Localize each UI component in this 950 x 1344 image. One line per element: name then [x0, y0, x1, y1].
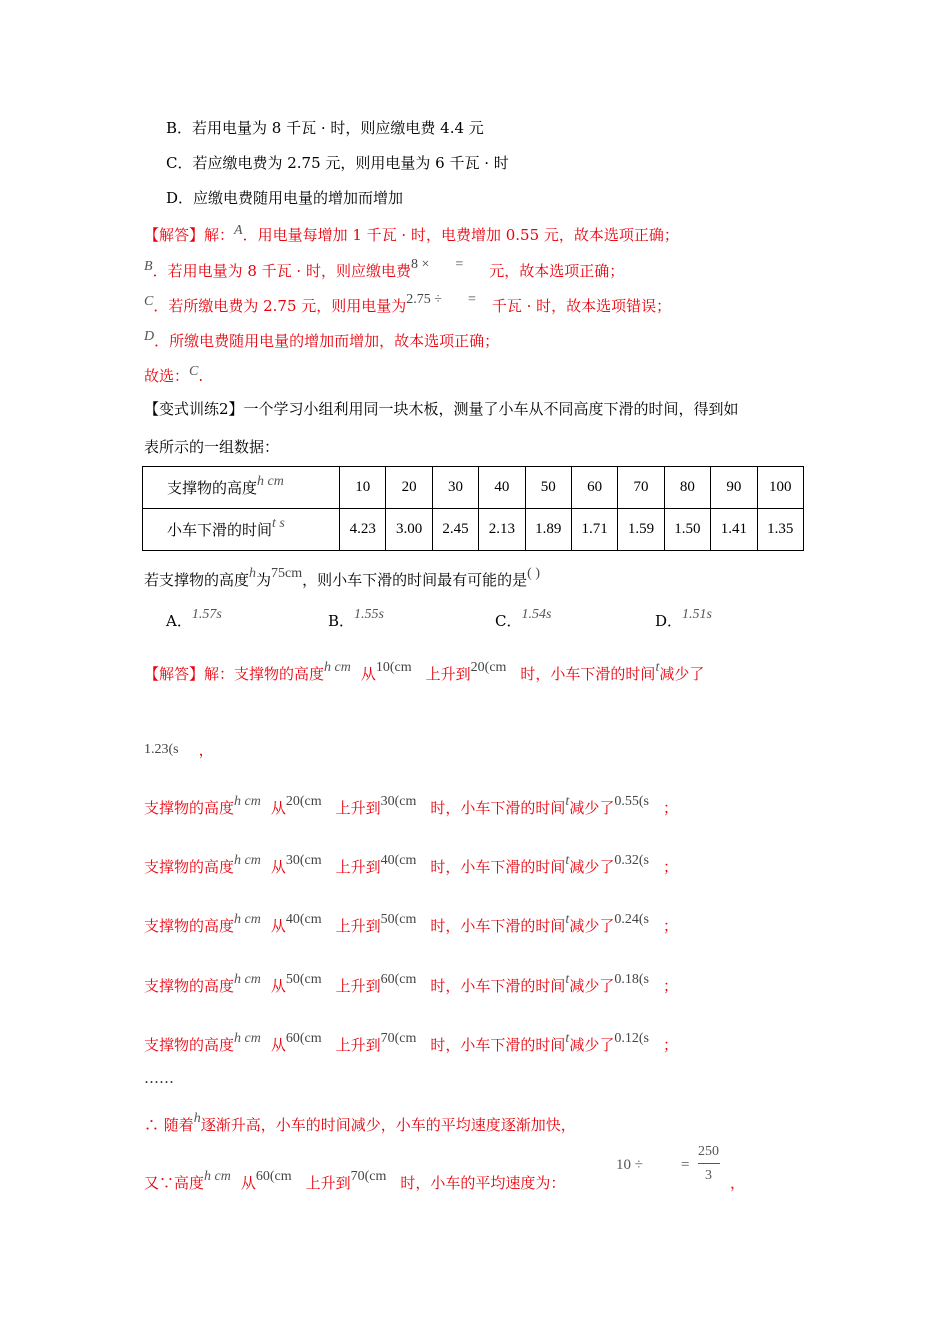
table-cell: 20: [386, 467, 432, 509]
variant-text1: 一个学习小组利用同一块木板，测量了小车从不同高度下滑的时间，得到如: [243, 400, 739, 418]
conclusion-pre: ∴ 随着: [144, 1116, 194, 1134]
answer2-post: 时，小车下滑的时间: [520, 665, 656, 683]
row-dec: 减少了: [569, 977, 615, 995]
last-a: 60(cm: [255, 1169, 292, 1184]
data-table: [142, 466, 804, 551]
answer2-mid: 上升到: [425, 665, 471, 683]
row-post: 时，小车下滑的时间: [430, 977, 566, 995]
row-post: 时，小车下滑的时间: [430, 1036, 566, 1054]
row-b: 30(cm: [380, 794, 417, 809]
row-b: 50(cm: [380, 912, 417, 927]
list-item: [144, 912, 678, 938]
choice-a-letter: A．: [166, 612, 192, 630]
table-cell: 70: [618, 467, 664, 509]
answer2-line1: [144, 660, 808, 686]
row-value: 0.24(s: [614, 912, 649, 927]
choice-b-value: 1.55s: [354, 607, 384, 622]
row-t: t: [565, 972, 570, 987]
answer2-b: 20(cm: [470, 660, 507, 675]
answer1-c-eq: =: [467, 292, 476, 307]
answer2-dec: 减少了: [659, 665, 705, 683]
variant-line2: 表所示的一组数据：: [144, 438, 280, 456]
row-header-time: [143, 509, 340, 551]
row-end: ；: [662, 799, 678, 817]
table-cell: 40: [479, 467, 525, 509]
row-post: 时，小车下滑的时间: [430, 799, 566, 817]
last-b: 70(cm: [350, 1169, 387, 1184]
row-post: 时，小车下滑的时间: [430, 858, 566, 876]
row-value: 0.32(s: [614, 853, 649, 868]
row-a: 60(cm: [285, 1031, 322, 1046]
choice-c-value: 1.54s: [521, 607, 552, 622]
letter-d: D: [144, 329, 155, 344]
last-math: 10 ÷: [616, 1157, 643, 1173]
row-from: 从: [270, 977, 286, 995]
choice-label: 故选：: [144, 367, 190, 385]
letter-b: B: [144, 259, 153, 274]
table-cell: 3.00: [386, 509, 432, 551]
question-text2: 为: [256, 571, 272, 589]
last-pre: 又∵高度: [144, 1174, 205, 1192]
option-c-prev: C．若应缴电费为 2.75 元，则用电量为 6 千瓦 · 时: [166, 154, 509, 172]
row-mid: 上升到: [335, 917, 381, 935]
row-pre: 支撑物的高度: [144, 1036, 235, 1054]
letter-a: A: [234, 223, 243, 238]
choice-b[interactable]: [328, 607, 384, 631]
table-cell: 1.89: [525, 509, 571, 551]
answer2-t: t: [655, 660, 660, 675]
row-hcm: h cm: [234, 794, 261, 809]
answer1-choice: [144, 366, 203, 388]
variant-line1: [144, 399, 739, 419]
answer1-line-d: [144, 331, 499, 353]
conclusion: [144, 1111, 576, 1137]
row-end: ；: [662, 1036, 678, 1054]
last-eq: =: [681, 1157, 690, 1173]
row-dec: 减少了: [569, 858, 615, 876]
row-hcm: h cm: [234, 853, 261, 868]
row-hcm: h cm: [234, 1031, 261, 1046]
row-hcm: h cm: [234, 912, 261, 927]
choice-a[interactable]: [166, 607, 222, 631]
last-end: ，: [730, 1174, 746, 1192]
last-from: 从: [240, 1174, 256, 1192]
row-from: 从: [270, 1036, 286, 1054]
table-cell: 100: [757, 467, 803, 509]
answer1-line-b: [144, 257, 625, 283]
row-pre: 支撑物的高度: [144, 977, 235, 995]
row-a: 30(cm: [285, 853, 322, 868]
table-cell: 1.71: [571, 509, 617, 551]
answer-tag: 【解答】解：: [144, 226, 235, 244]
choice-d-value: 1.51s: [682, 607, 712, 622]
choice-a-value: 1.57s: [191, 607, 222, 622]
row-value: 0.55(s: [614, 794, 649, 809]
row2-label: 小车下滑的时间: [167, 521, 273, 539]
row-end: ；: [662, 917, 678, 935]
row-a: 40(cm: [285, 912, 322, 927]
table-cell: 30: [432, 467, 478, 509]
row-from: 从: [270, 799, 286, 817]
row-from: 从: [270, 858, 286, 876]
row-mid: 上升到: [335, 977, 381, 995]
row-pre: 支撑物的高度: [144, 858, 235, 876]
choice-d-letter: D．: [655, 612, 683, 630]
question-text3: ，则小车下滑的时间最有可能的是: [302, 571, 528, 589]
row-a: 20(cm: [285, 794, 322, 809]
row-t: t: [565, 1031, 570, 1046]
answer1-a-text: ．用电量每增加 1 千瓦 · 时，电费增加 0.55 元，故本选项正确；: [242, 226, 679, 244]
row-end: ；: [662, 858, 678, 876]
letter-c: C: [144, 294, 154, 309]
row-b: 60(cm: [380, 972, 417, 987]
row-dec: 减少了: [569, 1036, 615, 1054]
table-cell: 1.50: [664, 509, 710, 551]
row-mid: 上升到: [335, 799, 381, 817]
conclusion-h: h: [193, 1111, 201, 1126]
row-a: 50(cm: [285, 972, 322, 987]
table-cell: 2.13: [479, 509, 525, 551]
row-b: 40(cm: [380, 853, 417, 868]
answer2-hcm: h cm: [324, 660, 351, 675]
row-post: 时，小车下滑的时间: [430, 917, 566, 935]
first-end: ，: [198, 741, 214, 759]
row-dec: 减少了: [569, 917, 615, 935]
row1-label: 支撑物的高度: [167, 479, 258, 497]
table-cell: 60: [571, 467, 617, 509]
answer1-c-math: 2.75 ÷: [406, 292, 442, 307]
table-cell: 10: [340, 467, 386, 509]
answer1-line-c: [144, 292, 672, 318]
row-pre: 支撑物的高度: [144, 799, 235, 817]
row-pre: 支撑物的高度: [144, 917, 235, 935]
row-value: 0.12(s: [614, 1031, 649, 1046]
row-dec: 减少了: [569, 799, 615, 817]
table-cell: 2.45: [432, 509, 478, 551]
table-cell: 4.23: [340, 509, 386, 551]
answer1-d-text: ．所缴电费随用电量的增加而增加，故本选项正确；: [154, 332, 500, 350]
row-hcm: h cm: [234, 972, 261, 987]
row-b: 70(cm: [380, 1031, 417, 1046]
ellipsis: ……: [144, 1069, 174, 1087]
table-cell: 1.35: [757, 509, 803, 551]
answer1-line-a: [144, 225, 679, 247]
row-value: 0.18(s: [614, 972, 649, 987]
variant-title: 【变式训练2】: [144, 400, 244, 418]
row-from: 从: [270, 917, 286, 935]
choice-b-letter: B．: [328, 612, 355, 630]
answer1-b-math: 8 ×: [410, 257, 430, 272]
question-text1: 若支撑物的高度: [144, 571, 250, 589]
first-value: 1.23(s: [144, 742, 179, 757]
question-value: 75cm: [271, 566, 303, 581]
choice-letter: C: [189, 364, 199, 379]
answer2-a: 10(cm: [375, 660, 412, 675]
last-line: [144, 1169, 566, 1195]
table-cell: 50: [525, 467, 571, 509]
table-cell: 1.41: [711, 509, 757, 551]
choice-c-letter: C．: [495, 612, 522, 630]
question: [144, 566, 540, 592]
question-h: h: [249, 566, 257, 581]
fraction-numerator: 250: [698, 1144, 719, 1159]
answer2-tag: 【解答】解：: [144, 665, 235, 683]
fraction-denominator: 3: [705, 1168, 712, 1183]
answer1-b-text1: ．若用电量为 8 千瓦 · 时，则应缴电费: [152, 262, 411, 280]
choice-c[interactable]: [495, 607, 552, 631]
last-mid: 上升到: [305, 1174, 351, 1192]
row-t: t: [565, 853, 570, 868]
choice-end: .: [198, 367, 204, 385]
answer1-c-text2: 千瓦 · 时，故本选项错误；: [491, 297, 672, 315]
conclusion-text: 逐渐升高，小车的时间减少，小车的平均速度逐渐加快，: [200, 1116, 576, 1134]
table-cell: 80: [664, 467, 710, 509]
option-d-prev: D．应缴电费随用电量的增加而增加: [166, 189, 404, 207]
list-item: [144, 794, 678, 820]
answer1-b-eq: =: [455, 257, 464, 272]
row-header-height: [143, 467, 340, 509]
list-item: [144, 853, 678, 879]
row-t: t: [565, 912, 570, 927]
list-item: [144, 1031, 678, 1057]
answer2-pre: 支撑物的高度: [234, 665, 325, 683]
row-t: t: [565, 794, 570, 809]
option-b-prev: B．若用电量为 8 千瓦 · 时，则应缴电费 4.4 元: [166, 119, 484, 137]
table-cell: 90: [711, 467, 757, 509]
table-row: [143, 509, 804, 551]
last-hcm: h cm: [204, 1169, 231, 1184]
answer2-from: 从: [360, 665, 376, 683]
table-row: [143, 467, 804, 509]
list-item: [144, 972, 678, 998]
answer1-b-text2: 元，故本选项正确；: [489, 262, 625, 280]
choice-d[interactable]: [655, 607, 712, 631]
row-mid: 上升到: [335, 1036, 381, 1054]
answer-paren: ( ): [527, 566, 540, 581]
fraction-bar: [698, 1163, 720, 1164]
answer1-c-text1: ．若所缴电费为 2.75 元，则用电量为: [153, 297, 407, 315]
row-end: ；: [662, 977, 678, 995]
row-mid: 上升到: [335, 858, 381, 876]
row1-unit: h cm: [257, 474, 284, 489]
answer2-line1-value: [144, 740, 214, 762]
row2-unit: t s: [272, 516, 285, 531]
last-post: 时，小车的平均速度为：: [400, 1174, 566, 1192]
table-cell: 1.59: [618, 509, 664, 551]
